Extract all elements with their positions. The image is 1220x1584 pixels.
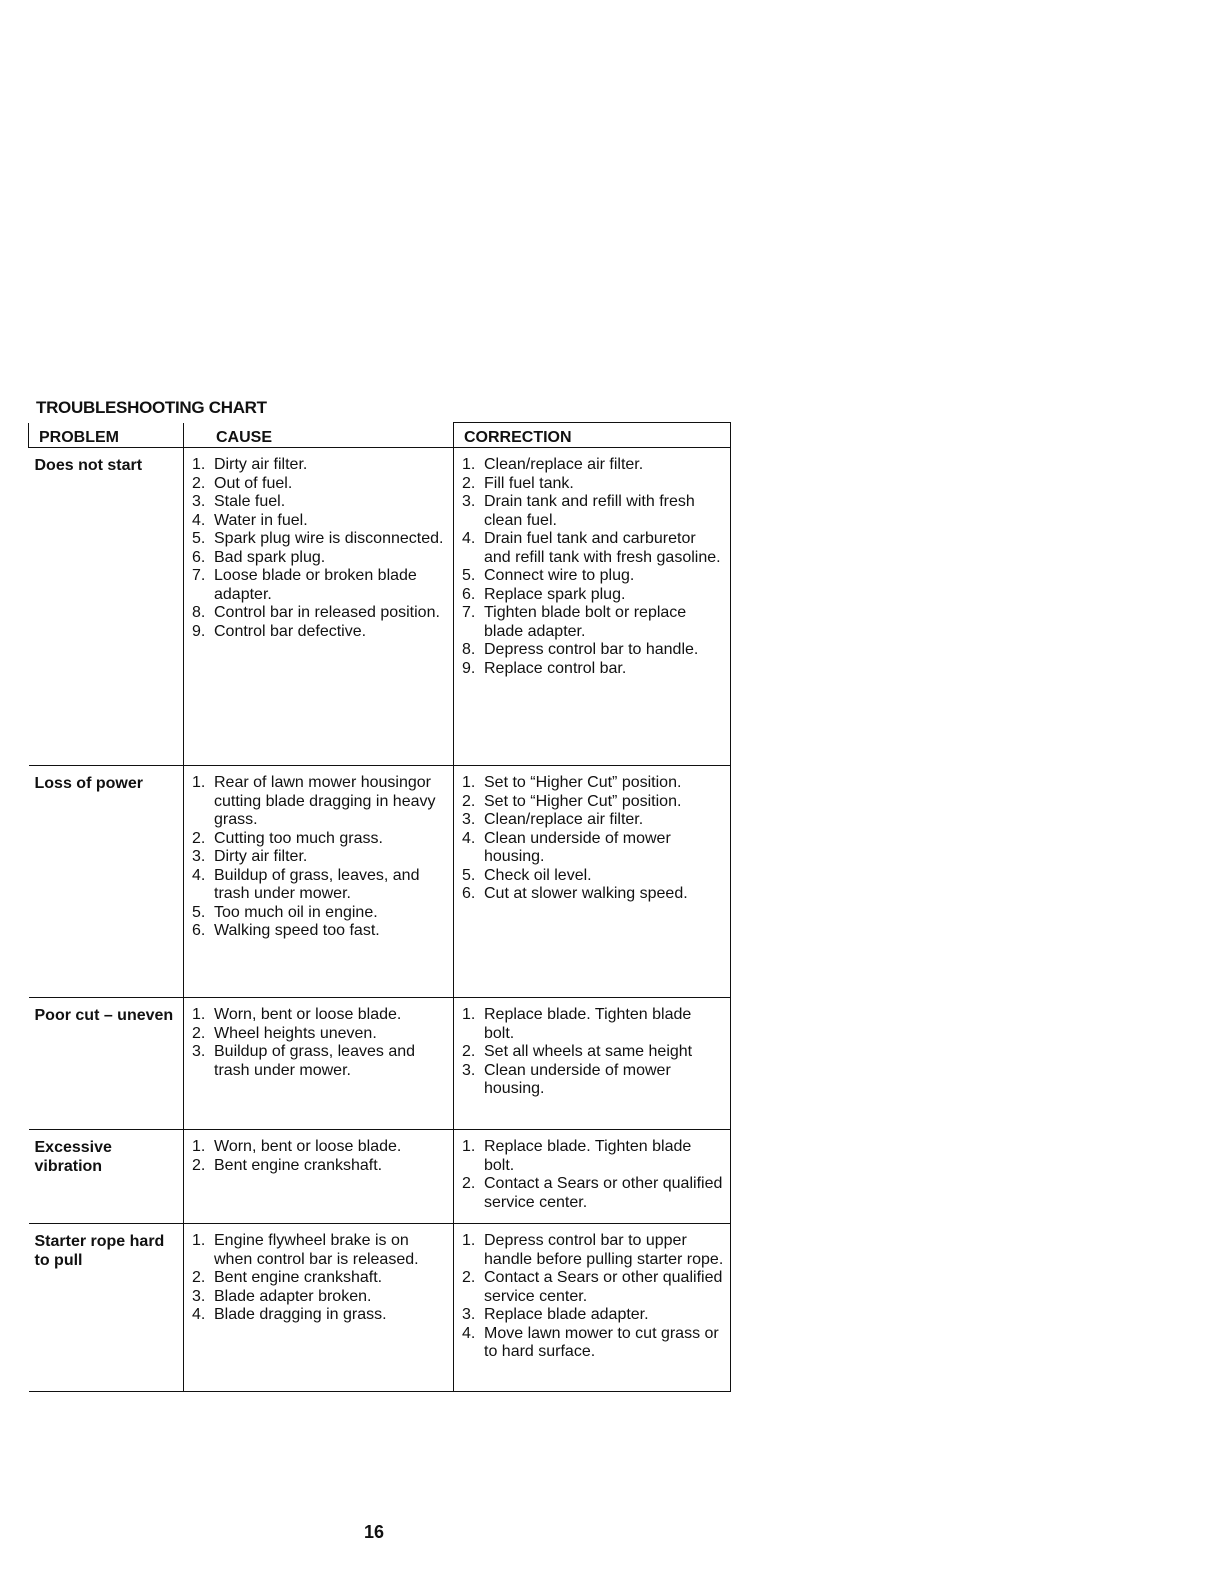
- list-item: [462, 867, 724, 886]
- item-text: Worn, bent or loose blade.: [214, 1138, 402, 1155]
- cause-list: [192, 456, 447, 641]
- list-item: [462, 530, 724, 567]
- item-text: Bad spark plug.: [214, 548, 326, 566]
- list-item: [192, 1138, 447, 1157]
- item-number: 2.: [192, 829, 206, 847]
- item-text: Loose blade or broken blade adapter.: [214, 567, 417, 603]
- item-text: Buildup of grass, leaves and trash under mower.: [214, 1043, 416, 1079]
- list-item: [192, 1043, 447, 1080]
- cause-list: [192, 774, 447, 941]
- item-text: Contact a Sears or other qualified service center.: [484, 1175, 723, 1211]
- header-cause: CAUSE: [184, 423, 454, 448]
- item-number: 4.: [462, 1324, 476, 1342]
- item-number: 4.: [462, 530, 476, 547]
- list-item: [192, 1269, 447, 1288]
- item-text: Set to “Higher Cut” position.: [484, 792, 682, 810]
- table-row: [29, 998, 731, 1130]
- item-number: 7.: [192, 567, 206, 584]
- chart-title: TROUBLESHOOTING CHART: [36, 398, 267, 417]
- item-text: Set to “Higher Cut” position.: [484, 774, 682, 791]
- header-correction: CORRECTION: [454, 423, 731, 448]
- item-text: Blade adapter broken.: [214, 1287, 372, 1305]
- item-number: 6.: [192, 922, 206, 939]
- item-text: Depress control bar to handle.: [484, 641, 699, 658]
- item-number: 6.: [192, 548, 206, 566]
- item-text: Contact a Sears or other qualified service center.: [484, 1269, 723, 1305]
- list-item: [192, 848, 447, 867]
- item-text: Clean/replace air filter.: [484, 811, 644, 828]
- list-item: [462, 1175, 724, 1212]
- header-problem: PROBLEM: [29, 423, 184, 448]
- table-row: [29, 766, 731, 998]
- list-item: [192, 1025, 447, 1044]
- item-text: Walking speed too fast.: [214, 922, 380, 939]
- item-text: Dirty air filter.: [214, 456, 308, 473]
- item-number: 3.: [462, 493, 476, 510]
- list-item: [462, 604, 724, 641]
- item-number: 4.: [192, 1306, 206, 1323]
- correction-list: [462, 774, 724, 904]
- item-text: Clean/replace air filter.: [484, 456, 644, 473]
- list-item: [462, 567, 724, 586]
- item-number: 2.: [192, 1269, 206, 1286]
- item-text: Depress control bar to upper handle before pulling starter rope.: [484, 1232, 724, 1268]
- cause-cell: [184, 448, 454, 766]
- item-text: Tighten blade bolt or replace blade adapter.: [484, 604, 687, 640]
- correction-cell: [454, 448, 731, 766]
- problem-cell: Excessive vibration: [29, 1130, 184, 1224]
- item-text: Engine flywheel brake is on when control bar is released.: [214, 1232, 419, 1268]
- item-text: Control bar defective.: [214, 622, 367, 640]
- item-text: Replace blade adapter.: [484, 1306, 649, 1323]
- item-number: 8.: [462, 641, 476, 658]
- item-text: Drain tank and refill with fresh clean fuel.: [484, 493, 695, 529]
- list-item: [192, 1157, 447, 1176]
- cause-cell: [184, 1130, 454, 1224]
- list-item: [462, 774, 724, 793]
- item-number: 3.: [192, 493, 206, 510]
- item-number: 2.: [462, 1269, 476, 1286]
- problem-cell: Does not start: [29, 448, 184, 766]
- list-item: [462, 586, 724, 605]
- list-item: [192, 475, 447, 494]
- cause-list: [192, 1006, 447, 1080]
- item-number: 1.: [462, 1006, 476, 1023]
- item-number: 6.: [462, 585, 476, 603]
- list-item: [462, 1306, 724, 1325]
- item-number: 9.: [462, 659, 476, 677]
- item-text: Dirty air filter.: [214, 848, 308, 865]
- list-item: [192, 922, 447, 941]
- list-item: [462, 1269, 724, 1306]
- correction-cell: [454, 1224, 731, 1392]
- item-text: Bent engine crankshaft.: [214, 1269, 383, 1286]
- list-item: [462, 456, 724, 475]
- problem-cell: Starter rope hard to pull: [29, 1224, 184, 1392]
- correction-cell: [454, 766, 731, 998]
- correction-list: [462, 1006, 724, 1099]
- item-number: 2.: [462, 474, 476, 492]
- correction-cell: [454, 1130, 731, 1224]
- item-text: Too much oil in engine.: [214, 903, 378, 921]
- item-text: Replace spark plug.: [484, 585, 626, 603]
- item-number: 2.: [462, 1043, 476, 1060]
- item-number: 3.: [192, 1043, 206, 1060]
- item-number: 2.: [462, 1175, 476, 1192]
- list-item: [462, 660, 724, 679]
- page-number: 16: [364, 1522, 385, 1542]
- item-number: 1.: [462, 456, 476, 473]
- item-number: 4.: [192, 866, 206, 884]
- item-text: Clean underside of mower housing.: [484, 1061, 671, 1097]
- item-number: 2.: [192, 1156, 206, 1174]
- correction-list: [462, 1138, 724, 1212]
- list-item: [192, 830, 447, 849]
- list-item: [192, 512, 447, 531]
- item-number: 3.: [462, 1061, 476, 1079]
- item-number: 4.: [462, 829, 476, 847]
- item-text: Control bar in released position.: [214, 604, 440, 621]
- item-number: 4.: [192, 511, 206, 529]
- list-item: [462, 885, 724, 904]
- list-item: [462, 830, 724, 867]
- item-number: 3.: [192, 848, 206, 865]
- list-item: [192, 623, 447, 642]
- item-number: 2.: [462, 792, 476, 810]
- item-text: Cutting too much grass.: [214, 829, 383, 847]
- item-number: 6.: [462, 885, 476, 902]
- item-text: Worn, bent or loose blade.: [214, 1006, 402, 1023]
- item-text: Replace blade. Tighten blade bolt.: [484, 1006, 692, 1042]
- cause-cell: [184, 1224, 454, 1392]
- list-item: [462, 811, 724, 830]
- item-text: Set all wheels at same height: [484, 1043, 693, 1060]
- item-text: Stale fuel.: [214, 493, 286, 510]
- list-item: [462, 475, 724, 494]
- item-text: Rear of lawn mower housingor cutting blade dragging in heavy grass.: [214, 774, 436, 828]
- item-number: 2.: [192, 1024, 206, 1042]
- cause-cell: [184, 766, 454, 998]
- list-item: [192, 1006, 447, 1025]
- table-row: [29, 448, 731, 766]
- list-item: [192, 867, 447, 904]
- table-row: [29, 1224, 731, 1392]
- list-item: [462, 1062, 724, 1099]
- item-text: Bent engine crankshaft.: [214, 1156, 383, 1174]
- list-item: [462, 1043, 724, 1062]
- cause-cell: [184, 998, 454, 1130]
- item-number: 3.: [462, 1306, 476, 1323]
- item-number: 1.: [192, 1006, 206, 1023]
- item-text: Replace blade. Tighten blade bolt.: [484, 1138, 692, 1174]
- list-item: [192, 567, 447, 604]
- item-text: Blade dragging in grass.: [214, 1306, 387, 1323]
- list-item: [192, 774, 447, 830]
- item-number: 1.: [192, 774, 206, 791]
- list-item: [192, 1232, 447, 1269]
- table-header-row: [29, 423, 731, 448]
- item-number: 5.: [192, 530, 206, 547]
- item-text: Spark plug wire is disconnected.: [214, 530, 444, 547]
- problem-cell: Poor cut – uneven: [29, 998, 184, 1130]
- list-item: [192, 549, 447, 568]
- list-item: [462, 793, 724, 812]
- table-row: [29, 1130, 731, 1224]
- item-text: Fill fuel tank.: [484, 474, 574, 492]
- problem-cell: Loss of power: [29, 766, 184, 998]
- item-text: Clean underside of mower housing.: [484, 829, 671, 865]
- item-text: Cut at slower walking speed.: [484, 885, 688, 902]
- item-number: 9.: [192, 622, 206, 640]
- item-number: 1.: [192, 1232, 206, 1249]
- item-text: Water in fuel.: [214, 511, 308, 529]
- item-number: 5.: [462, 567, 476, 584]
- troubleshooting-table: [28, 422, 731, 1392]
- item-text: Drain fuel tank and carburetor and refill tank with fresh gasoline.: [484, 530, 721, 566]
- list-item: [462, 1232, 724, 1269]
- item-number: 1.: [462, 1232, 476, 1249]
- list-item: [462, 641, 724, 660]
- item-number: 5.: [462, 866, 476, 884]
- item-number: 1.: [462, 1138, 476, 1155]
- item-number: 1.: [462, 774, 476, 791]
- item-number: 5.: [192, 903, 206, 921]
- correction-list: [462, 456, 724, 678]
- list-item: [462, 493, 724, 530]
- item-number: 1.: [192, 456, 206, 473]
- list-item: [192, 493, 447, 512]
- correction-cell: [454, 998, 731, 1130]
- list-item: [192, 1288, 447, 1307]
- list-item: [192, 456, 447, 475]
- list-item: [192, 904, 447, 923]
- item-text: Move lawn mower to cut grass or to hard surface.: [484, 1324, 719, 1360]
- list-item: [462, 1006, 724, 1043]
- item-text: Buildup of grass, leaves, and trash under mower.: [214, 866, 420, 902]
- correction-list: [462, 1232, 724, 1362]
- item-number: 2.: [192, 474, 206, 492]
- item-number: 7.: [462, 604, 476, 621]
- item-number: 3.: [462, 811, 476, 828]
- list-item: [192, 530, 447, 549]
- item-number: 1.: [192, 1138, 206, 1155]
- list-item: [462, 1325, 724, 1362]
- item-text: Out of fuel.: [214, 474, 293, 492]
- item-text: Connect wire to plug.: [484, 567, 635, 584]
- item-text: Replace control bar.: [484, 659, 627, 677]
- list-item: [192, 604, 447, 623]
- item-number: 8.: [192, 604, 206, 621]
- item-text: Check oil level.: [484, 866, 592, 884]
- item-number: 3.: [192, 1287, 206, 1305]
- cause-list: [192, 1232, 447, 1325]
- item-text: Wheel heights uneven.: [214, 1024, 377, 1042]
- list-item: [192, 1306, 447, 1325]
- list-item: [462, 1138, 724, 1175]
- cause-list: [192, 1138, 447, 1175]
